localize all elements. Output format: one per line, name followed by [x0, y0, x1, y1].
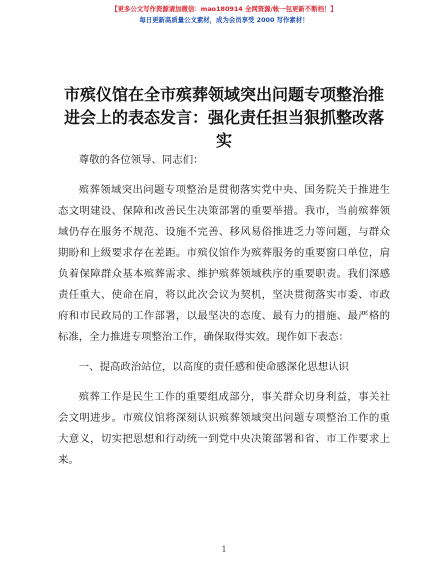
paragraph-section-1: 殡葬工作是民生工作的重要组成部分，事关群众切身利益，事关社会文明进步。市殡仪馆将深刻认识殡葬领域突出问题专项整治工作的重大意义，切实把思想和行动统一到党中央决策部署和省、市工作要求上来。	[58, 391, 390, 466]
paragraph-intro: 殡葬领域突出问题专项整治是贯彻落实党中央、国务院关于推进生态文明建设、保障和改善民生决策部署的重要举措。我市，当前殡葬领域仍存在服务不规范、设施不完善、移风易俗推进乏力等问题，与群众期盼和上级要求存在差距。市殡仪馆作为殡葬服务的重要窗口单位，肩负着保障群众基本殡葬需求、维护殡葬领域秩序的重要职责。我们深感责任重大、使命在肩，将以此次会议为契机，坚决贯彻落实市委、市政府和市民政局的工作部署，以最坚决的态度、最有力的措施、最严格的标准，全力推进专项整治工作，确保取得实效。现作如下表态：	[58, 184, 390, 343]
promo-banner-line-2: 每日更新高质量公文素材，成为会员享受 2000 写作素材！	[139, 16, 309, 24]
document-body	[58, 150, 390, 471]
promo-banner-line-1: 【更多公文写作资源请加微信：mao180914 全网资源/帐一包更新不断档！】	[111, 5, 337, 13]
promo-banner	[0, 4, 448, 26]
document-title: 市殡仪馆在全市殡葬领域突出问题专项整治推进会上的表态发言：强化责任担当狠抓整改落实	[63, 85, 384, 150]
salutation: 尊敬的各位领导、同志们：	[78, 154, 204, 166]
page-number: 1	[221, 545, 227, 554]
section-heading-1: 一、提高政治站位，以高度的责任感和使命感深化思想认识	[78, 361, 349, 373]
